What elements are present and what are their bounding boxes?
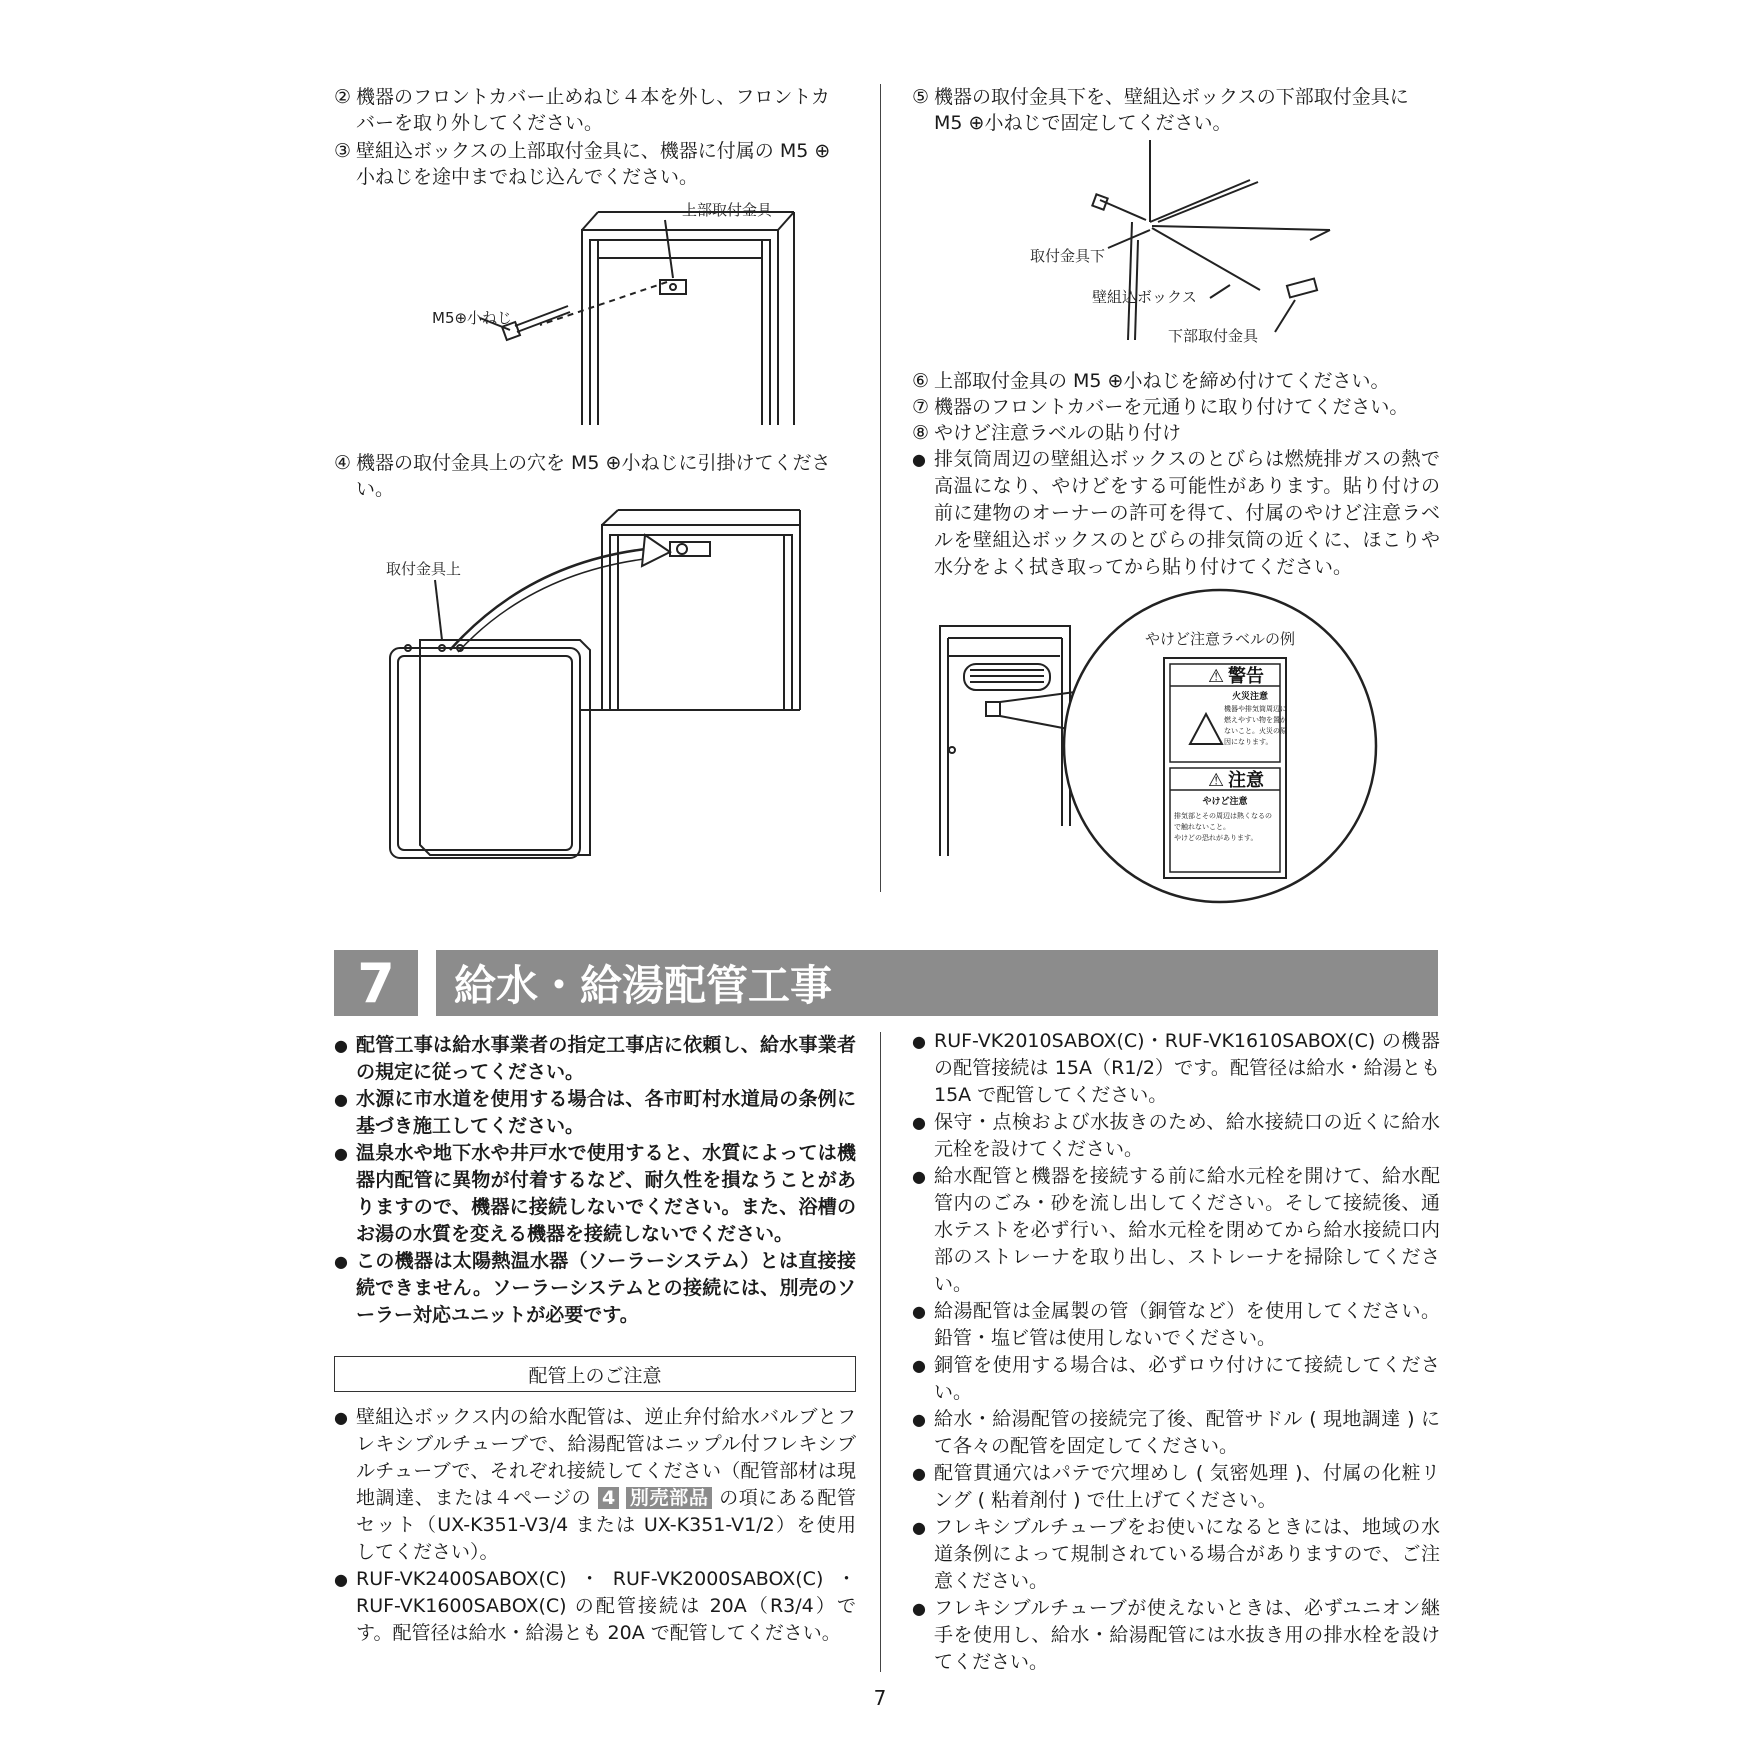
section-number: 7 [334,950,418,1016]
bullet-icon: ● [334,1090,348,1109]
reference-tag-number: 4 [598,1487,619,1509]
list-item: ● RUF-VK2010SABOX(C)・RUF-VK1610SABOX(C) の機器の配管接続は 15A（R1/2）です。配管径は給水・給湯とも 15A で配管してください。 [912,1028,1440,1109]
list-item: ● 配管工事は給水事業者の指定工事店に依頼し、給水事業者の規定に従ってください。 [334,1032,856,1086]
list-item: ● 給水・給湯配管の接続完了後、配管サドル ( 現地調達 ) にて各々の配管を固定してください。 [912,1406,1440,1460]
svg-text:やけどの恐れがあります。: やけどの恐れがあります。 [1174,834,1258,842]
lower-bracket-label: 下部取付金具 [1168,327,1259,345]
bullet-icon: ● [912,1032,926,1051]
reference-tag-label: 別売部品 [626,1487,713,1509]
bracket-bottom-label: 取付金具下 [1030,247,1106,265]
svg-text:で触れないこと。: で触れないこと。 [1174,823,1230,831]
step-number: ④ [334,452,352,474]
bracket-top-label: 取付金具上 [386,560,462,578]
left-notes-list [334,1404,856,1647]
lower-bracket-figure [1020,140,1340,350]
svg-text:燃えやすい物を置か: 燃えやすい物を置か [1224,716,1287,724]
bullet-icon: ● [334,1252,348,1271]
upper-bracket-label: 上部取付金具 [682,201,773,219]
notes-box-title: 配管上のご注意 [334,1356,856,1392]
m5-screw-label: M5⊕小ねじ [432,309,513,327]
step-number: ⑤ [912,86,930,108]
bullet-icon: ● [912,1599,926,1618]
step-2: ② 機器のフロントカバー止めねじ４本を外し、フロントカ バーを取り外してください。 [334,86,830,134]
section-title: 給水・給湯配管工事 [436,950,1438,1016]
bullet-icon: ● [912,1410,926,1429]
list-item: ● 保守・点検および水抜きのため、給水接続口の近くに給水元栓を設けてください。 [912,1109,1440,1163]
bullet-icon: ● [334,1144,348,1163]
upper-bracket-figure [420,200,810,430]
bullet-icon: ● [334,1408,348,1427]
step-3: ③ 壁組込ボックスの上部取付金具に、機器に付属の M5 ⊕ 小ねじを途中までねじ込んでください。 [334,140,831,188]
list-item: ● フレキシブルチューブが使えないときは、必ずユニオン継手を使用し、給水・給湯配管には水抜き用の排水栓を設けてください。 [912,1595,1440,1676]
step-4: ④ 機器の取付金具上の穴を M5 ⊕小ねじに引掛けてくださ い。 [334,452,831,500]
warning-sub: 火災注意 [1231,692,1269,702]
column-divider-top [880,84,881,892]
step-5: ⑤ 機器の取付金具下を、壁組込ボックスの下部取付金具に M5 ⊕小ねじで固定してください。 [912,86,1409,134]
list-item: ● 給水配管と機器を接続する前に給水元栓を開けて、給水配管内のごみ・砂を流し出してください。そして接続後、通水テストを必ず行い、給水元栓を閉めてから給水接続口内部のストレーナを取り出し、ストレーナを掃除してください。 [912,1163,1440,1298]
step-number: ⑥ [912,370,930,392]
burn-label-figure [930,586,1430,906]
list-item: ● RUF-VK2400SABOX(C)・RUF-VK2000SABOX(C)・RUF-VK1600SABOX(C) の配管接続は 20A（R3/4）です。配管径は給水・給湯とも 20A で配管してください。 [334,1566,856,1647]
bullet-icon: ● [912,1302,926,1321]
bullet-icon: ● [912,1518,926,1537]
hang-device-figure [380,500,810,880]
step-number: ② [334,86,352,108]
step-8: ⑧ やけど注意ラベルの貼り付け [912,422,1182,444]
bullet-icon: ● [334,1036,348,1055]
bullet-icon: ● [912,1167,926,1186]
page-number: 7 [873,1686,887,1710]
step-6: ⑥ 上部取付金具の M5 ⊕小ねじを締め付けてください。 [912,370,1390,392]
list-item: ● 壁組込ボックス内の給水配管は、逆止弁付給水バルブとフレキシブルチューブで、給湯配管はニップル付フレキシブルチューブで、それぞれ接続してください（配管部材は現地調達、または４ページの 4 別売部品 の項にある配管セット（UX-K351-V3/4 または UX-K351-V1/2）を使用してください）。 [334,1404,856,1566]
column-divider-bottom [880,1032,881,1672]
svg-text:機器や排気筒周辺に: 機器や排気筒周辺に [1224,705,1287,713]
step-7: ⑦ 機器のフロントカバーを元通りに取り付けてください。 [912,396,1409,418]
caution-heading: 注意 [1228,770,1264,791]
list-item: ● 配管貫通穴はパテで穴埋めし ( 気密処理 )、付属の化粧リング ( 粘着剤付 ) で仕上げてください。 [912,1460,1440,1514]
bullet-icon: ● [912,1356,926,1375]
warning-heading: 警告 [1228,666,1264,687]
list-item: ● フレキシブルチューブをお使いになるときには、地域の水道条例によって規制されている場合がありますので、ご注意ください。 [912,1514,1440,1595]
right-bullet-list [912,1028,1440,1676]
burn-label-note: ● 排気筒周辺の壁組込ボックスのとびらは燃焼排ガスの熱で高温になり、やけどをする可能性があります。貼り付けの前に建物のオーナーの許可を得て、付属のやけど注意ラベルを壁組込ボックスのとびらの排気筒の近くに、ほこりや水分をよく拭き取ってから貼り付けてください。 [912,446,1440,581]
svg-text:排気部とその周辺は熱くなるの: 排気部とその周辺は熱くなるの [1174,812,1272,820]
wall-box-label: 壁組込ボックス [1092,288,1197,306]
caution-sub: やけど注意 [1202,797,1248,807]
list-item: ● この機器は太陽熱温水器（ソーラーシステム）とは直接接続できません。ソーラーシステムとの接続には、別売のソーラー対応ユニットが必要です。 [334,1248,856,1329]
bullet-icon: ● [912,1464,926,1483]
bullet-icon: ● [912,450,926,469]
svg-text:因になります。: 因になります。 [1224,738,1273,746]
step-number: ⑧ [912,422,930,444]
list-item: ● 銅管を使用する場合は、必ずロウ付けにて接続してください。 [912,1352,1440,1406]
step-number: ⑦ [912,396,930,418]
step-number: ③ [334,140,352,162]
list-item: ● 水源に市水道を使用する場合は、各市町村水道局の条例に基づき施工してください。 [334,1086,856,1140]
bullet-icon: ● [334,1570,348,1589]
label-example-title: やけど注意ラベルの例 [1144,630,1296,648]
list-item: ● 給湯配管は金属製の管（銅管など）を使用してください。鉛管・塩ビ管は使用しないでください。 [912,1298,1440,1352]
list-item: ● 温泉水や地下水や井戸水で使用すると、水質によっては機器内配管に異物が付着するなど、耐久性を損なうことがありますので、機器に接続しないでください。また、浴槽のお湯の水質を変える機器を接続しないでください。 [334,1140,856,1248]
warning-icon: ⚠ [1208,666,1225,687]
caution-icon: ⚠ [1208,770,1225,791]
bold-bullet-list [334,1032,856,1329]
bullet-icon: ● [912,1113,926,1132]
svg-text:ないこと。火災の原: ないこと。火災の原 [1224,727,1287,735]
